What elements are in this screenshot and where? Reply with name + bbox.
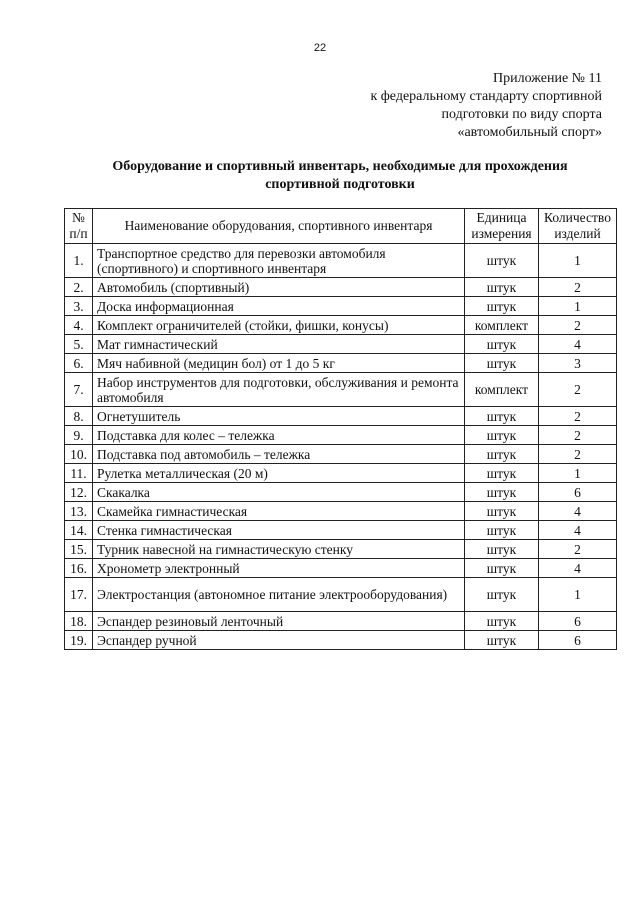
table-row <box>65 483 617 502</box>
item-quantity: 1 <box>539 578 617 612</box>
item-name: Хронометр электронный <box>93 559 465 578</box>
title-line: спортивной подготовки <box>265 177 415 192</box>
item-unit: штук <box>465 612 539 631</box>
appendix-line: подготовки по виду спорта <box>441 107 602 122</box>
appendix-line: «автомобильный спорт» <box>457 125 602 140</box>
item-quantity: 1 <box>539 297 617 316</box>
table-body <box>65 244 617 650</box>
item-unit: комплект <box>465 373 539 407</box>
item-quantity: 4 <box>539 502 617 521</box>
item-name: Скамейка гимнастическая <box>93 502 465 521</box>
item-quantity: 6 <box>539 483 617 502</box>
item-name: Эспандер резиновый ленточный <box>93 612 465 631</box>
item-quantity: 4 <box>539 521 617 540</box>
row-number: 13. <box>65 502 93 521</box>
item-unit: штук <box>465 483 539 502</box>
item-quantity: 2 <box>539 278 617 297</box>
table-row <box>65 297 617 316</box>
item-unit: штук <box>465 445 539 464</box>
item-unit: штук <box>465 407 539 426</box>
table-row <box>65 540 617 559</box>
item-quantity: 2 <box>539 373 617 407</box>
item-unit: штук <box>465 244 539 278</box>
item-unit: штук <box>465 464 539 483</box>
row-number: 18. <box>65 612 93 631</box>
row-number: 15. <box>65 540 93 559</box>
table-row <box>65 559 617 578</box>
row-number: 8. <box>65 407 93 426</box>
item-quantity: 2 <box>539 316 617 335</box>
item-quantity: 1 <box>539 464 617 483</box>
document-title <box>60 158 620 194</box>
row-number: 17. <box>65 578 93 612</box>
header-quantity: Количество изделий <box>539 209 617 244</box>
item-name: Рулетка металлическая (20 м) <box>93 464 465 483</box>
item-unit: штук <box>465 559 539 578</box>
row-number: 5. <box>65 335 93 354</box>
table-row <box>65 316 617 335</box>
item-unit: штук <box>465 578 539 612</box>
table-row <box>65 445 617 464</box>
row-number: 16. <box>65 559 93 578</box>
table-row <box>65 578 617 612</box>
item-quantity: 2 <box>539 540 617 559</box>
item-unit: штук <box>465 335 539 354</box>
row-number: 1. <box>65 244 93 278</box>
item-name: Огнетушитель <box>93 407 465 426</box>
item-unit: штук <box>465 297 539 316</box>
row-number: 9. <box>65 426 93 445</box>
item-quantity: 4 <box>539 559 617 578</box>
item-unit: штук <box>465 354 539 373</box>
item-name: Скакалка <box>93 483 465 502</box>
table-row <box>65 426 617 445</box>
item-name: Автомобиль (спортивный) <box>93 278 465 297</box>
header-name: Наименование оборудования, спортивного инвентаря <box>93 209 465 244</box>
table-row <box>65 354 617 373</box>
appendix-line: Приложение № 11 <box>493 71 602 86</box>
table-row <box>65 612 617 631</box>
item-name: Транспортное средство для перевозки автомобиля (спортивного) и спортивного инвентаря <box>93 244 465 278</box>
row-number: 10. <box>65 445 93 464</box>
item-name: Мат гимнастический <box>93 335 465 354</box>
row-number: 11. <box>65 464 93 483</box>
header-unit: Единица измерения <box>465 209 539 244</box>
item-unit: штук <box>465 278 539 297</box>
title-line: Оборудование и спортивный инвентарь, необходимые для прохождения <box>112 159 568 174</box>
table-row <box>65 464 617 483</box>
table-row <box>65 631 617 650</box>
item-name: Мяч набивной (медицин бол) от 1 до 5 кг <box>93 354 465 373</box>
item-quantity: 1 <box>539 244 617 278</box>
item-quantity: 4 <box>539 335 617 354</box>
item-quantity: 6 <box>539 631 617 650</box>
row-number: 7. <box>65 373 93 407</box>
item-name: Электростанция (автономное питание электрооборудования) <box>93 578 465 612</box>
item-quantity: 2 <box>539 407 617 426</box>
item-quantity: 6 <box>539 612 617 631</box>
item-name: Эспандер ручной <box>93 631 465 650</box>
table-row <box>65 278 617 297</box>
page-number: 22 <box>313 42 327 54</box>
item-unit: штук <box>465 631 539 650</box>
item-unit: комплект <box>465 316 539 335</box>
row-number: 3. <box>65 297 93 316</box>
item-name: Турник навесной на гимнастическую стенку <box>93 540 465 559</box>
header-number: № п/п <box>65 209 93 244</box>
item-name: Доска информационная <box>93 297 465 316</box>
table-row <box>65 373 617 407</box>
appendix-header <box>282 70 602 142</box>
item-unit: штук <box>465 521 539 540</box>
row-number: 6. <box>65 354 93 373</box>
item-unit: штук <box>465 426 539 445</box>
item-name: Комплект ограничителей (стойки, фишки, конусы) <box>93 316 465 335</box>
item-unit: штук <box>465 540 539 559</box>
table-row <box>65 244 617 278</box>
item-name: Стенка гимнастическая <box>93 521 465 540</box>
table-header-row <box>65 209 617 244</box>
row-number: 14. <box>65 521 93 540</box>
item-quantity: 2 <box>539 426 617 445</box>
item-name: Набор инструментов для подготовки, обслуживания и ремонта автомобиля <box>93 373 465 407</box>
row-number: 12. <box>65 483 93 502</box>
item-name: Подставка для колес – тележка <box>93 426 465 445</box>
row-number: 19. <box>65 631 93 650</box>
table-row <box>65 407 617 426</box>
item-name: Подставка под автомобиль – тележка <box>93 445 465 464</box>
equipment-table <box>64 208 617 650</box>
item-quantity: 3 <box>539 354 617 373</box>
row-number: 2. <box>65 278 93 297</box>
item-unit: штук <box>465 502 539 521</box>
table-row <box>65 521 617 540</box>
appendix-line: к федеральному стандарту спортивной <box>370 89 602 104</box>
table-row <box>65 335 617 354</box>
table-row <box>65 502 617 521</box>
row-number: 4. <box>65 316 93 335</box>
item-quantity: 2 <box>539 445 617 464</box>
